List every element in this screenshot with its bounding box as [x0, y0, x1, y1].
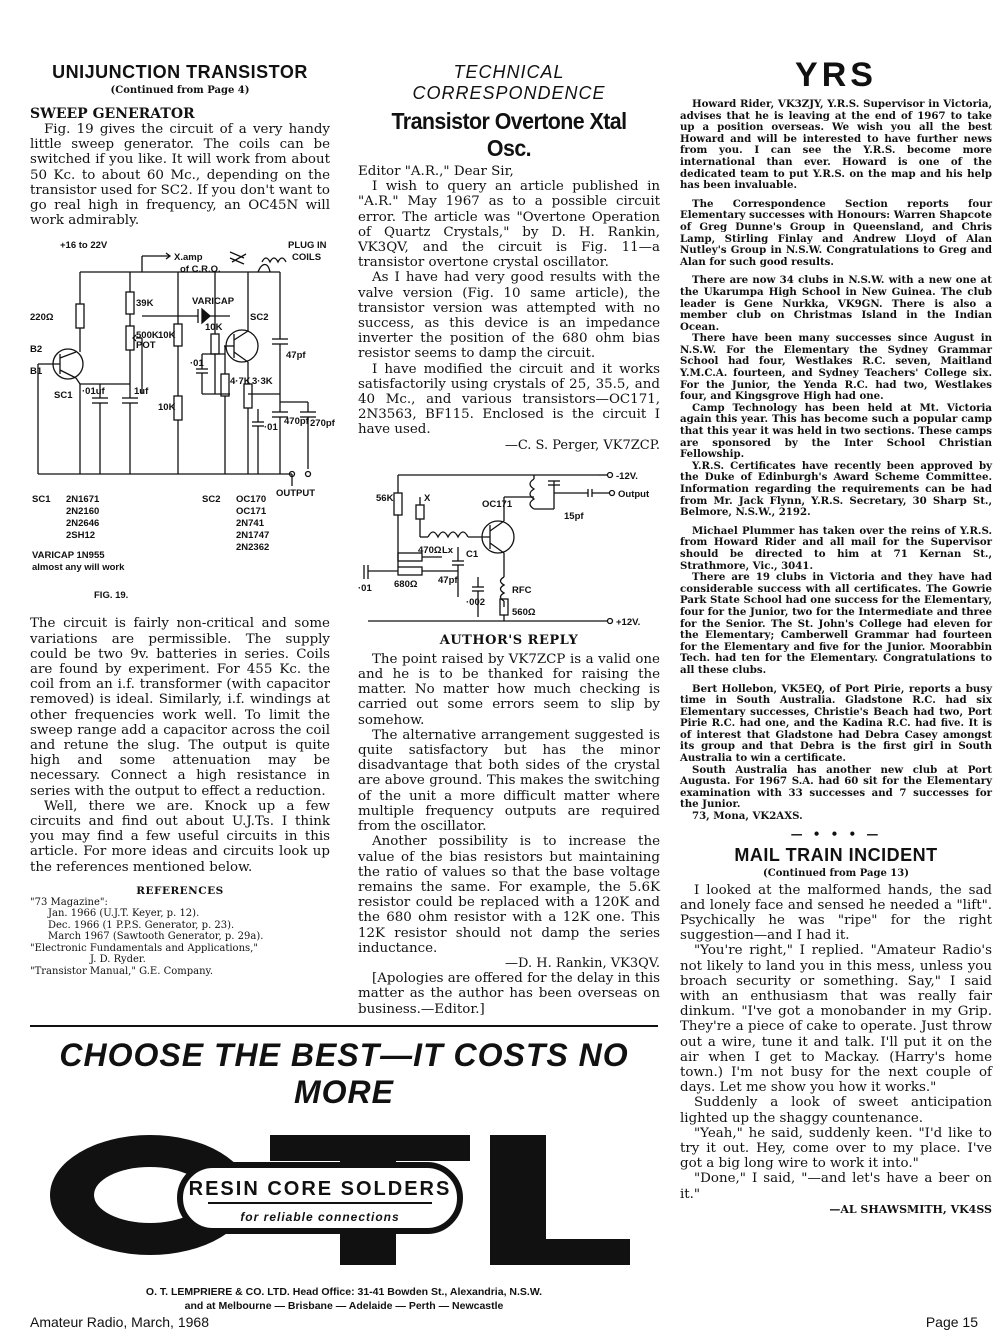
label-270pf: 270pf [310, 418, 335, 430]
sc1-type: 2N2646 [66, 518, 100, 530]
paragraph: There are now 34 clubs in N.S.W. with a new one at the Ukarumpa High School in New Guinea. The club leader is Gene Nurkka, VK9GN. There is also a member club on Christmas Island in the Indian Ocean. [680, 274, 992, 333]
label-neg12: -12V. [616, 470, 638, 482]
label-b1: B1 [30, 366, 43, 378]
label-sc2-list: SC2 [202, 494, 221, 506]
paragraph: Y.R.S. Certificates have recently been approved by the Duke of Edinburgh's Award Scheme Committee. Information regarding the requirements can be had from Mr. Jack Flynn, Y.R.S. Secretary, 30 Sharp St., Belmore, N.S.W., 2192. [680, 459, 992, 519]
label-1uf: 1uf [134, 386, 149, 398]
otl-advertisement [30, 1033, 658, 1312]
label-01: ·01 [358, 582, 372, 594]
column-yrs [680, 56, 992, 1217]
paragraph: "You're right," I replied. "Amateur Radio's not likely to land you in this mess, unless you broach security or something. Say," I said with an enthusiasm that was really fair dinkum. "I've got a monobander in my Grip. They're a piece of cake to operate. Just throw out a wire, tune it and talk. I'll put it on the air when I get to Mackay. (Harry's home town.) I'm not busy for the next couple of days. Let me show you how it works." [680, 943, 992, 1096]
varicap-note: VARICAP 1N955 [32, 550, 105, 562]
label-10k-b: 10K [158, 402, 176, 414]
signature-rankin: —D. H. Rankin, VK3QV. [505, 955, 660, 971]
label-lx: Lx [442, 544, 454, 556]
label-33k: 3·3K [252, 376, 273, 388]
label-15pf: 15pf [564, 510, 584, 522]
paragraph: "Yeah," he said, suddenly keen. "I'd like to try it out. Hey, come over to my place. I've got a big long wire to work it into." [680, 1125, 992, 1172]
signoff: 73, Mona, VK2AXS. [692, 810, 803, 823]
references-list [30, 897, 330, 978]
sc2-type: 2N741 [236, 518, 264, 530]
sc2-type: OC171 [236, 506, 267, 518]
paragraph: There are 19 clubs in Victoria and they have had considerable success with all certificates. The Gowrie Park State School had one success for the Elementary, four for the Junior, two for the Intermediate and three for the Senior. The St. John's College had eleven for the Elementary; Camberwell Grammar had fourteen for the Elementary and five for the Junior. Moorabbin Tech. had ten for the Elementary. Congratulations to all these clubs. [680, 571, 992, 676]
reference-item: "Transistor Manual," G.E. Company. [30, 965, 214, 977]
fig19-caption: FIG. 19. [94, 590, 129, 602]
oscillator-schematic [358, 457, 660, 627]
editor-note: [Apologies are offered for the delay in this matter as the author has been overseas on business.—Editor.] [358, 971, 660, 1017]
reference-item: J. D. Ryder. [90, 954, 146, 966]
authors-reply-heading: AUTHOR'S REPLY [439, 632, 579, 648]
label-56k: 56K [376, 492, 394, 504]
sc2-type: OC170 [236, 494, 267, 506]
label-oc171: OC171 [482, 498, 513, 510]
salutation: Editor "A.R.," Dear Sir, [358, 164, 514, 179]
label-002: ·002 [466, 596, 486, 608]
signature-perger: —C. S. Perger, VK7ZCP. [504, 437, 660, 453]
mail-train-body [680, 883, 992, 1217]
paragraph: Camp Technology has been held at Mt. Victoria again this year. This has become such a popular camp that this year it was held in two sections. These camps are sponsored by the Inter School Christian Fellowship. [680, 401, 992, 461]
label-x: X [424, 492, 431, 504]
label-plug-in: PLUG IN [288, 240, 327, 252]
sc2-type: 2N2362 [236, 542, 270, 554]
label-47k: 4·7K [230, 376, 251, 388]
column-technical-correspondence [358, 62, 660, 1017]
paragraph: The Correspondence Section reports four Elementary successes with Honours: Warren Shapcote of Greg Dunne's Group in Queensland, and Chris Lamp, Stirling Finlay and Andrew Lloyd of Alan Nutley's Group in N.S.W. Congratulations to Greg and Alan for such good results. [680, 197, 992, 268]
label-pos12: +12V. [616, 616, 641, 628]
label-cro: of C.R.O. [180, 264, 221, 276]
subheading-sweep-generator: SWEEP GENERATOR [30, 106, 195, 122]
paragraph: I looked at the malformed hands, the sad and lonely face and sensed he needed a "lift". Psychically he was "ripe" for the right suggestion—and I had it. [680, 882, 992, 944]
sc1-type: 2N1671 [66, 494, 100, 506]
reply-body [358, 652, 660, 1017]
section-separator: — • • • — [790, 826, 882, 841]
reference-item: Jan. 1966 (U.J.T. Keyer, p. 12). [48, 908, 200, 920]
advert-divider [30, 1025, 658, 1027]
footer-publication: Amateur Radio, March, 1968 [30, 1314, 209, 1330]
footer-page-number: Page 15 [925, 1314, 978, 1330]
label-sc1: SC1 [54, 390, 73, 402]
label-470pf: 470pf [284, 416, 309, 428]
sc1-type: 2N2160 [66, 506, 100, 518]
label-sc1-list: SC1 [32, 494, 51, 506]
references-heading: REFERENCES [136, 884, 224, 897]
reference-item: "73 Magazine": [30, 896, 108, 908]
label-10k-a: 10K [158, 330, 176, 342]
label-10k-c: 10K [205, 322, 223, 334]
label-560: 560Ω [512, 606, 536, 618]
any-note: almost any will work [32, 562, 125, 574]
paragraph: The alternative arrangement suggested is quite satisfactory but has the minor disadvantage that both sides of the crystal are above ground. This makes the switching of the unit a more difficult matter where multiple frequency outputs are required from the oscillator. [358, 727, 660, 835]
label-rfc: RFC [512, 584, 532, 596]
otl-logo [30, 1115, 658, 1275]
section-heading-technical: TECHNICAL CORRESPONDENCE [412, 62, 606, 103]
label-01-b: ·01 [264, 422, 278, 434]
section-heading-yrs: YRS [795, 56, 877, 94]
paragraph: Suddenly a look of sweet anticipation lighted up the shaggy countenance. [680, 1095, 992, 1126]
band-title: RESIN CORE SOLDERS [188, 1178, 452, 1200]
label-470: 470Ω [418, 544, 442, 556]
continued-note: (Continued from Page 13) [763, 867, 909, 879]
label-sc2: SC2 [250, 312, 269, 324]
article-body-continued [30, 616, 330, 874]
label-supply: +16 to 22V [60, 240, 108, 252]
reference-item: Dec. 1966 (1 P.P.S. Generator, p. 23). [48, 919, 235, 931]
company-address: O. T. LEMPRIERE & CO. LTD. Head Office: 31-41 Bowden St., Alexandria, N.S.W. [145, 1286, 543, 1298]
company-branches: and at Melbourne — Brisbane — Adelaide — Perth — Newcastle [184, 1300, 504, 1312]
paragraph: There have been many successes since August in N.S.W. For the Elementary the Sydney Grammar School had four, Westlakes R.C. seven, Maitland Y.M.C.A. fourteen, and Sydney Teachers' College six. For the Junior, the Yenda R.C. had two, Westlakes four, and Kingsgrove High had one. [680, 332, 992, 403]
advert-headline: CHOOSE THE BEST—IT COSTS NO MORE [59, 1037, 629, 1110]
label-01uf: ·01uf [82, 386, 105, 398]
paragraph: Well, there we are. Knock up a few circuits and find out about U.J.Ts. I think you may find a few useful circuits in this article. For more ideas and circuits look up the references mentioned below. [30, 798, 330, 875]
label-c1: C1 [466, 548, 479, 560]
label-680: 680Ω [394, 578, 418, 590]
reference-item: March 1967 (Sawtooth Generator, p. 29a). [48, 931, 264, 943]
label-pot: POT [136, 340, 156, 352]
label-b2: B2 [30, 344, 43, 356]
label-output: Output [618, 488, 650, 500]
label-47pf: 47pf [438, 574, 458, 586]
article-title: Transistor Overtone Xtal Osc. [391, 108, 627, 161]
label-39k: 39K [136, 298, 154, 310]
paragraph: I have modified the circuit and it works satisfactorily using crystals of 25, 35.5, and 40 Mc., and various transistors—OC171, 2N3563, BF115. Enclosed is the circuit I have used. [358, 361, 660, 438]
paragraph: As I have had very good results with the valve version (Fig. 10 same article), the transistor version was attempted with no success, as this device is an impedance inverter the position of the 680 ohm bias resistor seems to damp the circuit. [358, 270, 660, 362]
band-subtitle: for reliable connections [240, 1210, 400, 1224]
label-500k: 500K [136, 330, 159, 342]
label-220: 220Ω [30, 312, 54, 324]
label-xamp: X.amp [174, 252, 203, 264]
section-heading-unijunction: UNIJUNCTION TRANSISTOR [52, 62, 308, 82]
paragraph: The circuit is fairly non-critical and some variations are permissible. The supply could be two 9v. batteries in series. Coils are found by experiment. For 455 Kc. the coil from an i.f. transformer (with capacitor removed) is ideal. Similarly, i.f. windings at other frequencies work well. To limit the sweep range add a capacitor across the coil and retune the slug. The output is quite high and some attenuation may be necessary. Connect a high resistance in series with the output to effect a reduction. [30, 616, 330, 799]
paragraph: "Done," I said, "—and let's have a beer on it." [680, 1171, 992, 1202]
fig19-schematic [30, 234, 335, 614]
paragraph: Fig. 19 gives the circuit of a very handy little sweep generator. The coils can be switched if you like. It will work from about 50 Kc. to about 60 Mc., depending on the transistor used for SC2. If you don't want to go real high in frequency, an OC45N will work admirably. [30, 122, 330, 229]
paragraph: South Australia has another new club at Port Augusta. For 1967 S.A. had 60 sit for the Elementary examination with 33 successes and 7 successes for the Junior. [680, 763, 992, 811]
paragraph: Bert Hollebon, VK5EQ, of Port Pirie, reports a busy time in South Australia. Gladstone R.C. had six Elementary successes, Christie's Beach had two, Port Pirie R.C. had one, and the Kadina R.C. had five. It is of interest that Gladstone had Debra Casey amongst its group and that Debra is the first girl in South Australia to win a certificate. [680, 682, 992, 765]
continued-note: (Continued from Page 4) [110, 85, 250, 96]
column-unijunction [30, 62, 335, 977]
label-coils: COILS [292, 252, 322, 264]
paragraph: Michael Plummer has taken over the reins of Y.R.S. from Howard Rider and all mail for the Supervisor should be directed to him at 71 Kernan St., Strathmore, Vic., 3041. [680, 524, 992, 572]
section-heading-mail-train: MAIL TRAIN INCIDENT [734, 844, 938, 865]
signature-shawsmith: —AL SHAWSMITH, VK4SS [829, 1202, 992, 1216]
yrs-body [680, 99, 992, 823]
reference-item: "Electronic Fundamentals and Applications," [30, 942, 258, 954]
sc2-type: 2N1747 [236, 530, 270, 542]
paragraph: I wish to query an article published in "A.R." May 1967 as to a possible circuit error. The article was "Overtone Operation of Quartz Crystals," by D. H. Rankin, VK3QV, and the circuit is Fig. 11—a transistor overtone crystal oscillator. [358, 179, 660, 271]
label-01-a: ·01 [190, 358, 204, 370]
sc1-type: 2SH12 [66, 530, 96, 542]
paragraph: The point raised by VK7ZCP is a valid one and he is to be thanked for raising the matter. No matter how much checking is carried out some errors seem to slip by somehow. [358, 651, 660, 728]
label-47pf: 47pf [286, 350, 306, 362]
label-output: OUTPUT [276, 488, 316, 500]
label-varicap: VARICAP [192, 296, 235, 308]
paragraph: Another possibility is to increase the value of the bias resistors but maintaining the ratio of values so that the base voltage remains the same. For example, the 5.6K resistor could be replaced with a 120K and the 680 ohm resistor with a 12K one. This 12K resistor should not damp the series inductance. [358, 834, 660, 956]
paragraph: Howard Rider, VK3ZJY, Y.R.S. Supervisor in Victoria, advises that he is leaving at the end of 1967 to take up a position overseas. We wish you all the best Howard and will be interested to have further news from you. I can see the Y.R.S. become more international than ever. Howard is one of the dedicated team to put Y.R.S. on the map and his help has been invaluable. [680, 98, 992, 192]
article-body [30, 122, 330, 228]
letter-body [358, 164, 660, 453]
